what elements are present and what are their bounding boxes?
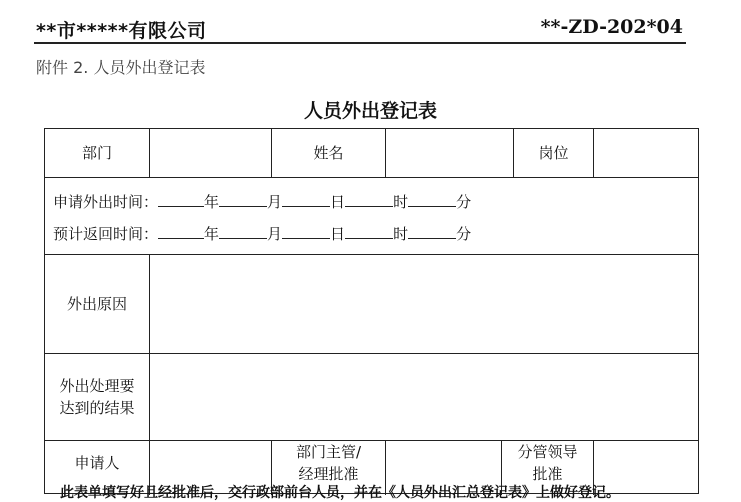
year-blank[interactable] [158, 189, 204, 207]
expected-result-label: 外出处理要 达到的结果 [59, 377, 135, 417]
expected-result-input[interactable] [150, 354, 698, 440]
company-name: **市*****有限公司 [36, 20, 207, 42]
day-unit: 日 [330, 225, 346, 243]
document-code: **-ZD-202*04 [540, 16, 683, 38]
dept-input[interactable] [150, 129, 271, 177]
footer-note: 此表单填写好且经批准后，交行政部前台人员，并在《人员外出汇总登记表》上做好登记。 [60, 485, 620, 501]
name-input[interactable] [386, 129, 513, 177]
minute-blank[interactable] [408, 189, 456, 207]
dept-label: 部门 [81, 144, 112, 162]
form-title: 人员外出登记表 [303, 100, 437, 122]
year-unit: 年 [204, 193, 220, 211]
attachment-label: 附件 2. 人员外出登记表 [36, 58, 206, 77]
reason-input[interactable] [150, 255, 698, 353]
year-unit: 年 [204, 225, 220, 243]
header-rule [34, 42, 686, 44]
manager-approval-label: 部门主管/ 经理批准 [295, 443, 362, 483]
hour-unit: 时 [393, 225, 409, 243]
apply-time-line [53, 189, 471, 212]
day-blank[interactable] [282, 189, 330, 207]
hour-blank[interactable] [345, 221, 393, 239]
position-input[interactable] [594, 129, 698, 177]
leader-approval-label: 分管领导 批准 [517, 443, 578, 483]
day-blank[interactable] [282, 221, 330, 239]
row-divider [45, 177, 698, 178]
position-label: 岗位 [538, 144, 569, 162]
hour-unit: 时 [393, 193, 409, 211]
name-label: 姓名 [313, 144, 344, 162]
month-blank[interactable] [219, 221, 267, 239]
month-unit: 月 [267, 225, 283, 243]
applicant-signature[interactable] [150, 441, 271, 485]
return-time-line [53, 221, 471, 244]
day-unit: 日 [330, 193, 346, 211]
applicant-label: 申请人 [74, 454, 120, 472]
month-blank[interactable] [219, 189, 267, 207]
registration-table [44, 128, 699, 494]
hour-blank[interactable] [345, 189, 393, 207]
minute-blank[interactable] [408, 221, 456, 239]
minute-unit: 分 [456, 225, 472, 243]
apply-time-label: 申请外出时间： [53, 193, 159, 211]
minute-unit: 分 [456, 193, 472, 211]
manager-approval-input[interactable] [386, 441, 501, 485]
reason-label: 外出原因 [66, 295, 127, 313]
month-unit: 月 [267, 193, 283, 211]
year-blank[interactable] [158, 221, 204, 239]
leader-approval-input[interactable] [594, 441, 698, 485]
return-time-label: 预计返回时间： [53, 225, 159, 243]
